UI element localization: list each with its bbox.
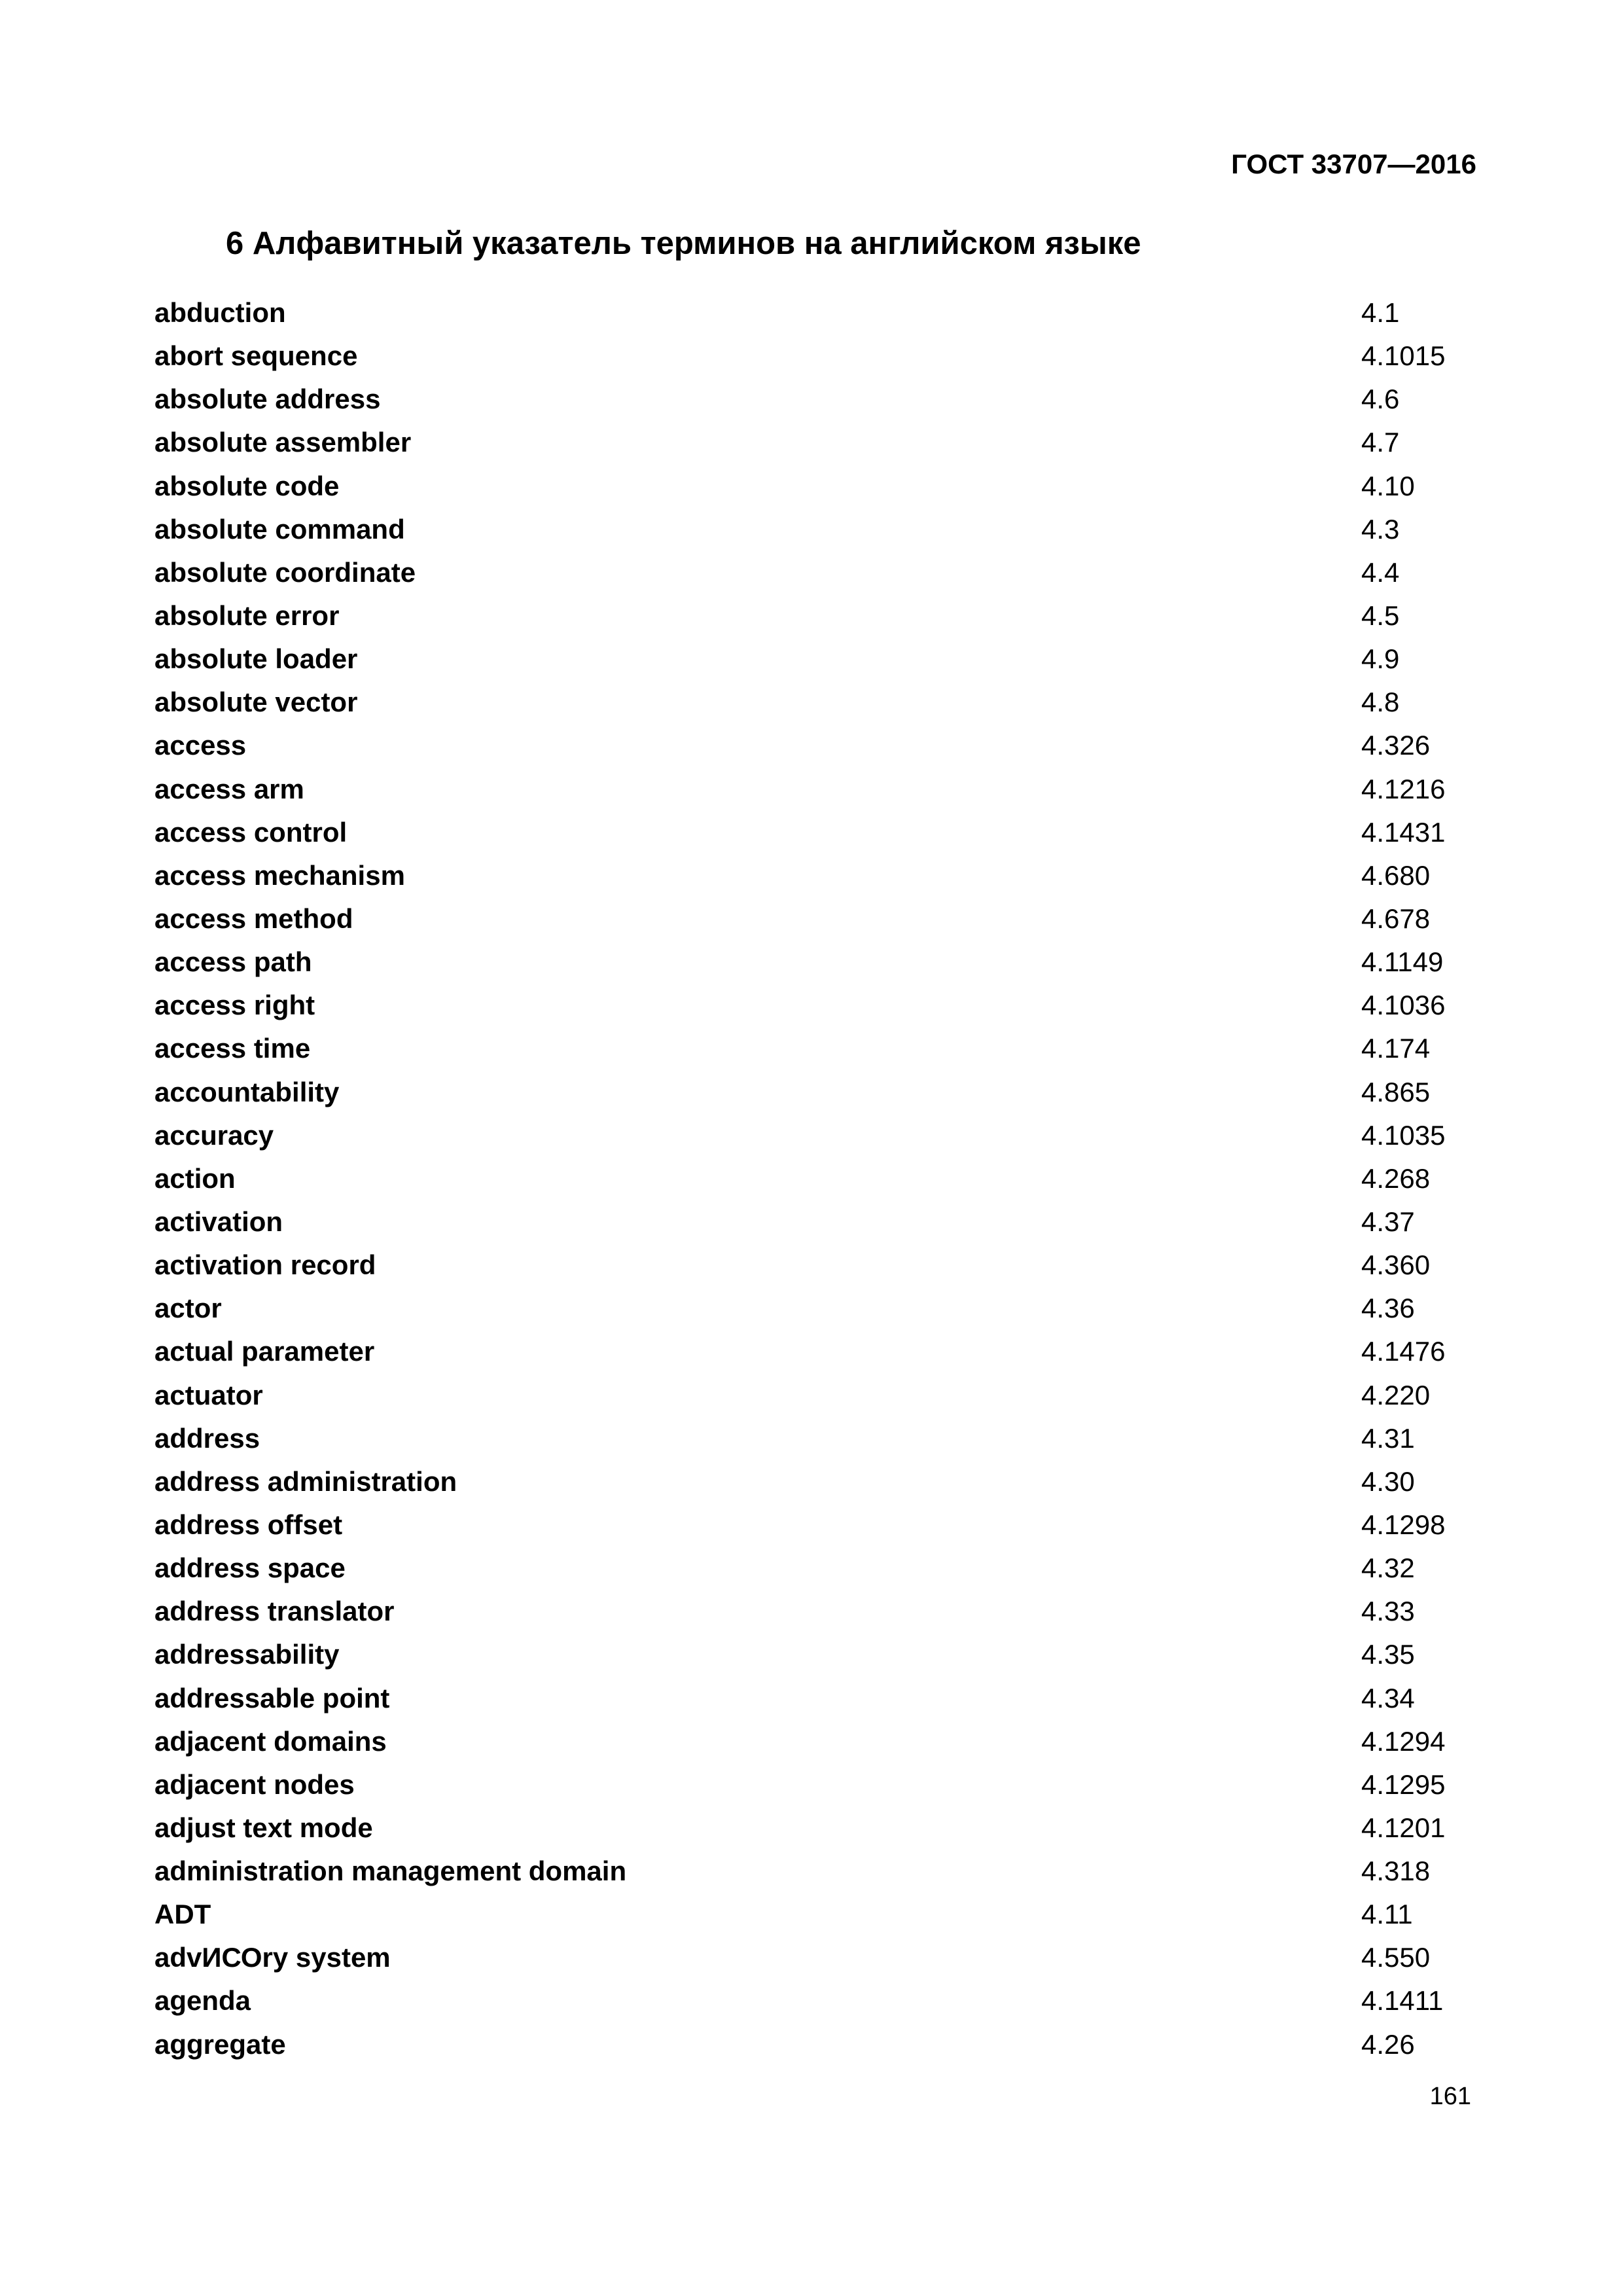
index-term: absolute code	[154, 470, 340, 501]
index-reference: 4.680	[1361, 859, 1431, 891]
index-term: access right	[154, 990, 315, 1021]
index-entry	[154, 901, 1496, 944]
index-entry	[154, 1810, 1496, 1854]
index-reference: 4.6	[1361, 384, 1400, 415]
index-entry	[154, 728, 1496, 771]
index-reference: 4.268	[1361, 1162, 1431, 1194]
index-entry	[154, 1594, 1496, 1637]
page-number: 161	[1429, 2083, 1471, 2110]
index-term: ADT	[154, 1899, 211, 1930]
index-reference: 4.7	[1361, 427, 1400, 458]
index-entry	[154, 1075, 1496, 1118]
index-reference: 4.11	[1361, 1899, 1413, 1930]
index-reference: 4.35	[1361, 1639, 1415, 1670]
index-entry	[154, 1854, 1496, 1897]
index-reference: 4.318	[1361, 1856, 1431, 1887]
index-term: actor	[154, 1293, 222, 1324]
index-reference: 4.1035	[1361, 1119, 1446, 1151]
index-term: abort sequence	[154, 340, 358, 372]
index-reference: 4.9	[1361, 643, 1400, 675]
index-term: absolute address	[154, 384, 381, 415]
index-term: actuator	[154, 1379, 263, 1410]
index-entry	[154, 1378, 1496, 1421]
index-term: adjacent nodes	[154, 1768, 355, 1800]
index-term: addressability	[154, 1639, 340, 1670]
index-term: address administration	[154, 1465, 457, 1497]
index-reference: 4.1411	[1361, 1985, 1444, 2017]
index-term: absolute vector	[154, 687, 358, 718]
index-entry	[154, 1681, 1496, 1724]
index-term: actual parameter	[154, 1336, 375, 1367]
index-reference: 4.865	[1361, 1076, 1431, 1107]
index-entry	[154, 858, 1496, 901]
index-term: absolute coordinate	[154, 556, 416, 588]
index-entry	[154, 1724, 1496, 1767]
index-term: agenda	[154, 1985, 251, 2017]
index-entry	[154, 1940, 1496, 1983]
index-reference: 4.1476	[1361, 1336, 1446, 1367]
index-entry	[154, 1118, 1496, 1161]
index-reference: 4.8	[1361, 687, 1400, 718]
index-reference: 4.1036	[1361, 990, 1446, 1021]
index-reference: 4.34	[1361, 1682, 1415, 1713]
index-reference: 4.32	[1361, 1552, 1415, 1584]
index-term: aggregate	[154, 2028, 286, 2060]
index-entry	[154, 1767, 1496, 1810]
index-entry	[154, 1204, 1496, 1247]
index-entry	[154, 598, 1496, 641]
term-index-list	[154, 295, 1496, 2070]
index-reference: 4.1015	[1361, 340, 1446, 372]
index-term: access time	[154, 1033, 311, 1064]
index-entry	[154, 1983, 1496, 2026]
index-term: access	[154, 730, 247, 761]
index-reference: 4.1	[1361, 297, 1400, 328]
index-term: access method	[154, 903, 353, 934]
index-term: addressable point	[154, 1682, 390, 1713]
index-reference: 4.1431	[1361, 816, 1446, 848]
index-entry	[154, 469, 1496, 512]
index-entry	[154, 772, 1496, 815]
index-reference: 4.678	[1361, 903, 1431, 934]
index-entry	[154, 1421, 1496, 1464]
index-reference: 4.360	[1361, 1249, 1431, 1281]
index-reference: 4.4	[1361, 556, 1400, 588]
index-entry	[154, 685, 1496, 728]
index-entry	[154, 382, 1496, 425]
index-term: absolute assembler	[154, 427, 412, 458]
index-term: address space	[154, 1552, 346, 1584]
index-reference: 4.10	[1361, 470, 1415, 501]
index-entry	[154, 988, 1496, 1031]
index-entry	[154, 1464, 1496, 1507]
index-term: accuracy	[154, 1119, 274, 1151]
index-reference: 4.220	[1361, 1379, 1431, 1410]
index-term: address translator	[154, 1596, 395, 1627]
index-reference: 4.1295	[1361, 1768, 1446, 1800]
index-entry	[154, 2027, 1496, 2070]
index-entry	[154, 555, 1496, 598]
index-term: address offset	[154, 1509, 343, 1540]
index-reference: 4.1201	[1361, 1812, 1446, 1843]
index-entry	[154, 815, 1496, 858]
index-term: address	[154, 1422, 260, 1454]
index-entry	[154, 512, 1496, 555]
index-entry	[154, 1031, 1496, 1074]
index-entry	[154, 1551, 1496, 1594]
index-entry	[154, 944, 1496, 988]
index-entry	[154, 1161, 1496, 1204]
index-term: absolute loader	[154, 643, 358, 675]
index-reference: 4.326	[1361, 730, 1431, 761]
index-entry	[154, 641, 1496, 685]
index-reference: 4.37	[1361, 1206, 1415, 1237]
index-term: abduction	[154, 297, 286, 328]
document-code: ГОСТ 33707—2016	[1231, 149, 1476, 179]
index-reference: 4.550	[1361, 1942, 1431, 1973]
index-entry	[154, 1247, 1496, 1291]
index-entry	[154, 338, 1496, 382]
section-title: 6 Алфавитный указатель терминов на английском языке	[226, 226, 1141, 261]
index-term: administration management domain	[154, 1856, 627, 1887]
index-term: absolute command	[154, 513, 405, 545]
index-term: activation record	[154, 1249, 376, 1281]
index-term: absolute error	[154, 600, 340, 631]
index-entry	[154, 425, 1496, 468]
index-entry	[154, 1334, 1496, 1377]
index-term: access path	[154, 946, 312, 978]
index-reference: 4.33	[1361, 1596, 1415, 1627]
index-reference: 4.26	[1361, 2028, 1415, 2060]
index-term: action	[154, 1162, 236, 1194]
index-reference: 4.5	[1361, 600, 1400, 631]
index-entry	[154, 1291, 1496, 1334]
index-term: advИСОry system	[154, 1942, 391, 1973]
index-term: access mechanism	[154, 859, 405, 891]
index-entry	[154, 1897, 1496, 1940]
index-reference: 4.1294	[1361, 1725, 1446, 1757]
index-reference: 4.30	[1361, 1465, 1415, 1497]
index-reference: 4.36	[1361, 1293, 1415, 1324]
index-term: adjacent domains	[154, 1725, 387, 1757]
index-term: adjust text mode	[154, 1812, 373, 1843]
index-term: access control	[154, 816, 348, 848]
index-reference: 4.174	[1361, 1033, 1431, 1064]
index-reference: 4.1149	[1361, 946, 1444, 978]
index-reference: 4.1298	[1361, 1509, 1446, 1540]
index-entry	[154, 1637, 1496, 1680]
index-term: activation	[154, 1206, 283, 1237]
index-entry	[154, 1507, 1496, 1551]
index-term: access arm	[154, 773, 304, 804]
index-reference: 4.1216	[1361, 773, 1446, 804]
index-entry	[154, 295, 1496, 338]
index-term: accountability	[154, 1076, 340, 1107]
index-reference: 4.3	[1361, 513, 1400, 545]
index-reference: 4.31	[1361, 1422, 1415, 1454]
